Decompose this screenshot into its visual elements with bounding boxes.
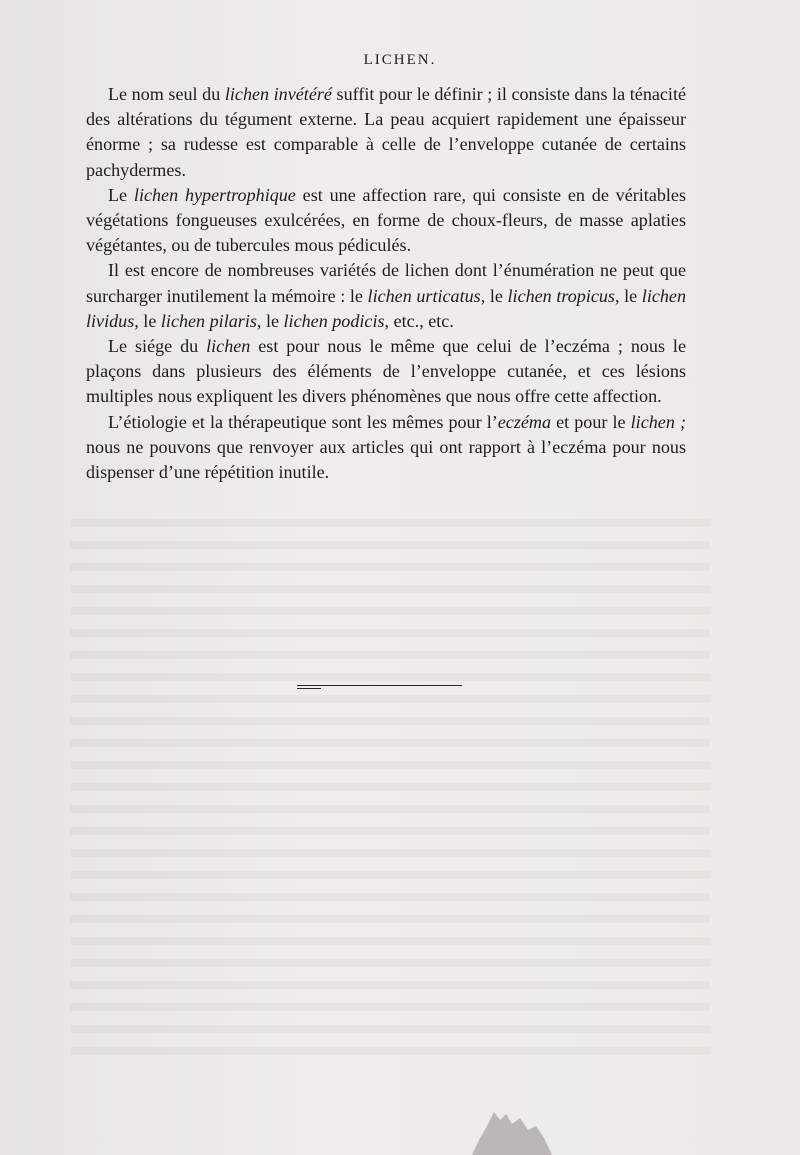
paragraph	[86, 258, 686, 334]
section-divider-underline	[297, 688, 321, 689]
paragraph	[86, 183, 686, 259]
text-run: est une affection rare, qui consiste en de véritables végétations fongueuses exulcérées, en forme de choux-fleurs, de masse aplaties végétantes, ou de tubercules mous pédiculés.	[86, 184, 687, 256]
italic-term: lichen pilaris	[160, 310, 257, 331]
text-run: , le	[134, 310, 161, 331]
text-run: , le	[480, 285, 508, 306]
bleed-through-text	[70, 505, 710, 1065]
text-run: Le nom seul du	[108, 84, 225, 104]
text-run: est pour nous le même que celui de l’eczéma ; nous le plaçons dans plusieurs des éléments de l’enveloppe cutanée, et ces lésions multiples nous expliquent les divers phénomènes que nous offre cette affection.	[86, 336, 686, 407]
italic-term: lichen urticatus	[367, 285, 481, 306]
italic-term: lichen tropicus	[507, 285, 615, 306]
text-run: et pour le	[551, 411, 631, 432]
italic-term: lichen ;	[630, 411, 686, 432]
text-run: , le	[256, 310, 284, 331]
page-edge-shadow	[472, 1108, 552, 1155]
text-run: nous ne pouvons que renvoyer aux articles qui ont rapport à l’eczéma pour nous dispenser d’une répétition inutile.	[86, 436, 686, 483]
italic-term: lichen	[206, 336, 251, 357]
italic-term: lichen podicis	[283, 310, 385, 331]
text-run: L’étiologie et la thérapeutique sont les mêmes pour l’	[108, 411, 498, 432]
text-run: Le	[108, 184, 134, 205]
section-divider	[297, 685, 462, 686]
body-text	[86, 82, 686, 485]
page-header: LICHEN.	[363, 52, 437, 68]
italic-term: lichen hypertrophique	[133, 184, 296, 205]
text-run: , le	[614, 285, 642, 306]
text-run: Le siége du	[108, 336, 207, 357]
paragraph	[86, 82, 686, 183]
paragraph	[86, 410, 686, 486]
paragraph	[86, 334, 686, 410]
italic-term: lichen invétéré	[224, 84, 332, 104]
italic-term: lichen lividus	[86, 285, 687, 331]
italic-term: eczéma	[497, 411, 552, 432]
text-run: Il est encore de nombreuses variétés de lichen dont l’énumération ne peut que surcharger inutilement la mémoire : le	[86, 260, 686, 306]
text-run: , etc., etc.	[384, 310, 454, 331]
text-run: suffit pour le définir ; il consiste dans la ténacité des altérations du tégument externe. La peau acquiert rapidement une épaisseur énorme ; sa rudesse est comparable à celle de l’enveloppe cutanée de certains pachydermes.	[86, 84, 687, 180]
